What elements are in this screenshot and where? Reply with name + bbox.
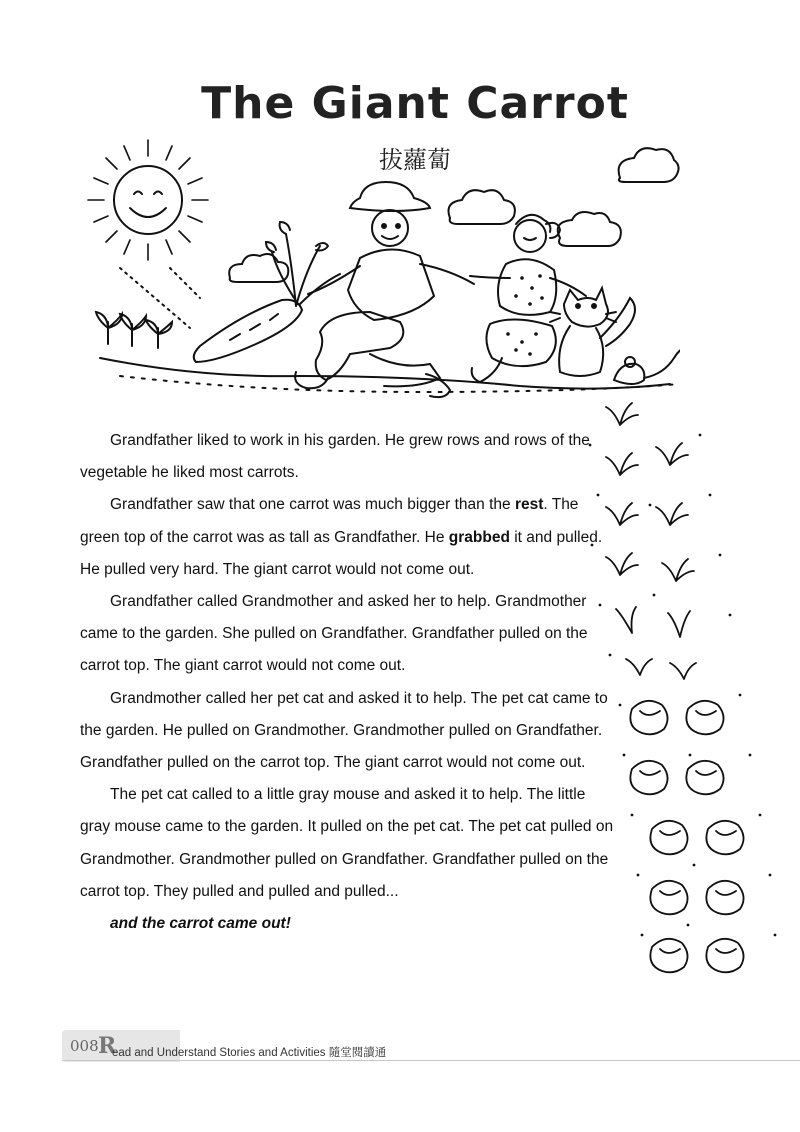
cabbage-icon [630, 701, 743, 972]
footer-logo-initial: R [98, 1033, 117, 1059]
page-title: The Giant Carrot [201, 78, 629, 129]
footer-divider [62, 1060, 800, 1061]
mouse-icon [614, 346, 680, 384]
leaf-sprout-icon [606, 403, 696, 679]
soil-dots [589, 434, 777, 937]
page-subtitle: 拔蘿蔔 [379, 146, 451, 174]
paragraph-2-text-a: Grandfather saw that one carrot was much bigger than the [110, 496, 515, 514]
story-ending: and the carrot came out! [110, 915, 291, 933]
story-paragraph-2 [80, 489, 615, 586]
story-paragraph-5: The pet cat called to a little gray mouse and asked it to help. The little gray mouse came to the garden. It pulled on the pet cat. The pet cat pulled on Grandmother. Grandmother pulled on Grandfather. Grandfather pulled on the carrot top. They pulled and pulled and pulled... [80, 786, 614, 900]
giant-carrot-icon [194, 222, 340, 362]
grandfather-icon [295, 182, 474, 397]
sun-icon [88, 140, 208, 328]
vocabulary-word-grabbed: grabbed [448, 528, 510, 546]
story-paragraph-3: Grandfather called Grandmother and asked her to help. Grandmother came to the garden. She pulled on Grandfather. Grandfather pulled on the carrot top. The giant carrot would not come out. [80, 593, 588, 675]
story-paragraph-1: Grandfather liked to work in his garden. He grew rows and rows of the vegetable he liked most carrots. [80, 432, 590, 482]
vocabulary-word-rest: rest [514, 496, 544, 514]
cloud-icon [229, 148, 678, 282]
footer-series-title: ead and Understand Stories and Activities 隨堂閱讀通 [112, 1047, 387, 1059]
story-paragraph-4: Grandmother called her pet cat and asked it to help. The pet cat came to the garden. He pulled on Grandmother. Grandmother pulled on Grandfather. Grandfather pulled on the carrot top. The giant carrot would not come out. [80, 689, 608, 772]
page-number: 008 [70, 1037, 99, 1055]
cat-icon [550, 288, 635, 376]
story-text [80, 425, 615, 940]
grandmother-icon [470, 215, 586, 382]
paragraph-2-text-c: it and pulled. He pulled very hard. The giant carrot would not come out. [80, 528, 603, 578]
story-illustration [60, 128, 680, 408]
paragraph-2-text-b: . The green top of the carrot was as tall as Grandfather. He [80, 496, 579, 546]
sprout-icon [96, 312, 172, 348]
